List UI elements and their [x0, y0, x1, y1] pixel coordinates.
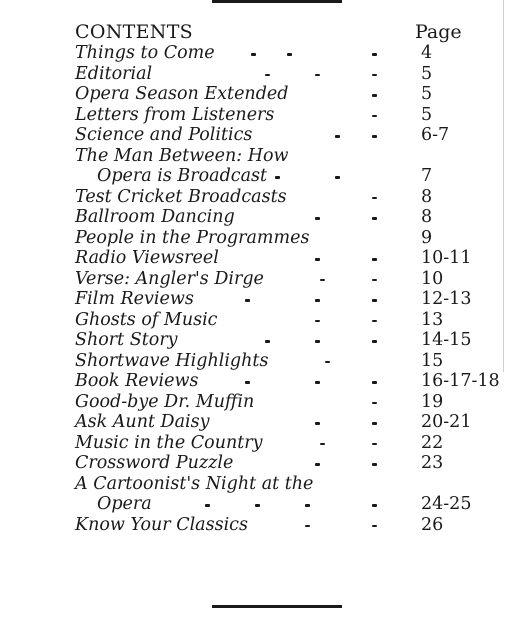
leader-dot — [372, 279, 377, 282]
leader-dots — [75, 248, 405, 268]
entry-page-number: 24-25 — [421, 494, 472, 514]
entry-title: Shortwave Highlights — [75, 350, 269, 371]
leader-dot — [372, 299, 377, 302]
leader-dots — [75, 371, 405, 391]
contents-row — [75, 207, 515, 228]
leader-dot — [320, 443, 325, 446]
leader-dot — [372, 115, 377, 118]
entry-page-number: 16-17-18 — [421, 371, 500, 391]
contents-row — [75, 515, 515, 536]
contents-row — [75, 330, 515, 351]
leader-dot — [372, 340, 377, 343]
entry-page-number: 7 — [421, 166, 433, 186]
leader-dot — [372, 258, 377, 261]
leader-dots — [75, 494, 405, 514]
leader-dot — [372, 320, 377, 323]
entry-title: Letters from Listeners — [75, 104, 275, 125]
contents-row — [75, 43, 515, 64]
leader-dot — [315, 463, 320, 466]
entry-title: Film Reviews — [75, 289, 194, 309]
leader-dot — [335, 176, 340, 179]
leader-dot — [245, 381, 250, 384]
entry-title: The Man Between: How — [75, 145, 289, 166]
leader-dots — [75, 43, 405, 63]
leader-dot — [305, 525, 310, 528]
entry-title: People in the Programmes — [75, 227, 310, 248]
leader-dot — [265, 74, 270, 77]
contents-row — [75, 392, 515, 413]
entry-title: Test Cricket Broadcasts — [75, 186, 287, 207]
contents-row — [75, 269, 515, 290]
leader-dots — [75, 228, 405, 248]
leader-dot — [325, 361, 330, 364]
entry-page-number: 5 — [421, 104, 433, 125]
entry-title: Opera Season Extended — [75, 84, 289, 104]
entry-title: Crossword Puzzle — [75, 453, 234, 473]
leader-dot — [251, 53, 256, 56]
leader-dot — [335, 135, 340, 138]
entry-title: Verse: Angler's Dirge — [75, 268, 264, 289]
entry-page-number: 10 — [421, 268, 444, 289]
leader-dots — [75, 310, 405, 330]
leader-dot — [372, 525, 377, 528]
contents-row — [75, 125, 515, 146]
contents-row — [75, 310, 515, 331]
entry-page-number: 10-11 — [421, 248, 472, 268]
entry-page-number: 22 — [421, 432, 444, 453]
leader-dots — [75, 351, 405, 371]
leader-dots — [75, 392, 405, 412]
leader-dot — [372, 422, 377, 425]
entry-page-number: 19 — [421, 391, 444, 412]
leader-dots — [75, 453, 405, 473]
page-column-heading: Page — [415, 21, 462, 43]
leader-dot — [315, 381, 320, 384]
contents-row — [75, 371, 515, 392]
contents-row — [75, 494, 515, 515]
entry-title: Short Story — [75, 330, 178, 350]
entry-page-number: 15 — [421, 350, 444, 371]
leader-dot — [372, 381, 377, 384]
leader-dot — [315, 217, 320, 220]
leader-dots — [75, 330, 405, 350]
entry-page-number: 14-15 — [421, 330, 472, 350]
leader-dot — [372, 504, 377, 507]
leader-dots — [75, 187, 405, 207]
leader-dots — [75, 207, 405, 227]
leader-dot — [205, 504, 210, 507]
top-rule — [212, 0, 342, 3]
leader-dots — [75, 269, 405, 289]
contents-row — [75, 187, 515, 208]
leader-dots — [75, 289, 405, 309]
leader-dots — [75, 64, 405, 84]
leader-dot — [315, 422, 320, 425]
leader-dot — [372, 94, 377, 97]
contents-row — [75, 146, 515, 167]
leader-dot — [372, 197, 377, 200]
entry-page-number: 8 — [421, 207, 433, 227]
entry-page-number: 8 — [421, 186, 433, 207]
entry-title: Opera is Broadcast — [97, 166, 268, 186]
leader-dot — [315, 340, 320, 343]
leader-dot — [315, 299, 320, 302]
entry-page-number: 20-21 — [421, 412, 472, 432]
leader-dot — [372, 217, 377, 220]
contents-row — [75, 433, 515, 454]
leader-dot — [265, 340, 270, 343]
leader-dot — [320, 279, 325, 282]
leader-dot — [305, 504, 310, 507]
leader-dot — [372, 53, 377, 56]
leader-dots — [75, 125, 405, 145]
leader-dots — [75, 146, 405, 166]
leader-dots — [75, 433, 405, 453]
entry-title: Book Reviews — [75, 371, 199, 391]
leader-dots — [75, 474, 405, 494]
leader-dot — [315, 74, 320, 77]
contents-header — [75, 22, 515, 43]
entry-title: Editorial — [75, 63, 153, 84]
entry-title: Things to Come — [75, 43, 215, 63]
leader-dot — [372, 443, 377, 446]
leader-dot — [315, 258, 320, 261]
entry-title: Music in the Country — [75, 432, 263, 453]
contents-row — [75, 412, 515, 433]
leader-dot — [372, 402, 377, 405]
leader-dots — [75, 84, 405, 104]
contents-table — [75, 22, 515, 535]
entry-page-number: 5 — [421, 63, 433, 84]
contents-row — [75, 166, 515, 187]
entry-title: Science and Politics — [75, 125, 253, 145]
contents-row — [75, 351, 515, 372]
entry-title: Know Your Classics — [75, 514, 248, 535]
entry-title: Good-bye Dr. Muffin — [75, 391, 255, 412]
leader-dot — [372, 463, 377, 466]
contents-heading: CONTENTS — [75, 21, 193, 43]
leader-dot — [315, 320, 320, 323]
entry-page-number: 5 — [421, 84, 433, 104]
entry-title: Opera — [97, 494, 152, 514]
leader-dots — [75, 166, 405, 186]
leader-dot — [287, 53, 292, 56]
entry-title: Radio Viewsreel — [75, 248, 219, 268]
leader-dots — [75, 105, 405, 125]
contents-row — [75, 228, 515, 249]
contents-row — [75, 84, 515, 105]
contents-row — [75, 453, 515, 474]
entry-title: Ghosts of Music — [75, 309, 218, 330]
contents-rows — [75, 43, 515, 535]
leader-dot — [255, 504, 260, 507]
entry-page-number: 23 — [421, 453, 444, 473]
entry-title: Ballroom Dancing — [75, 207, 235, 227]
contents-row — [75, 248, 515, 269]
leader-dots — [75, 515, 405, 535]
contents-row — [75, 289, 515, 310]
bottom-rule — [212, 605, 342, 608]
entry-page-number: 13 — [421, 309, 444, 330]
leader-dot — [275, 176, 280, 179]
entry-page-number: 12-13 — [421, 289, 472, 309]
contents-row — [75, 105, 515, 126]
entry-page-number: 26 — [421, 514, 444, 535]
contents-row — [75, 64, 515, 85]
leader-dot — [372, 135, 377, 138]
entry-title: A Cartoonist's Night at the — [75, 473, 314, 494]
entry-page-number: 6-7 — [421, 125, 450, 145]
contents-row — [75, 474, 515, 495]
entry-page-number: 9 — [421, 227, 433, 248]
entry-title: Ask Aunt Daisy — [75, 412, 210, 432]
leader-dot — [372, 74, 377, 77]
entry-page-number: 4 — [421, 43, 433, 63]
leader-dot — [245, 299, 250, 302]
leader-dots — [75, 412, 405, 432]
